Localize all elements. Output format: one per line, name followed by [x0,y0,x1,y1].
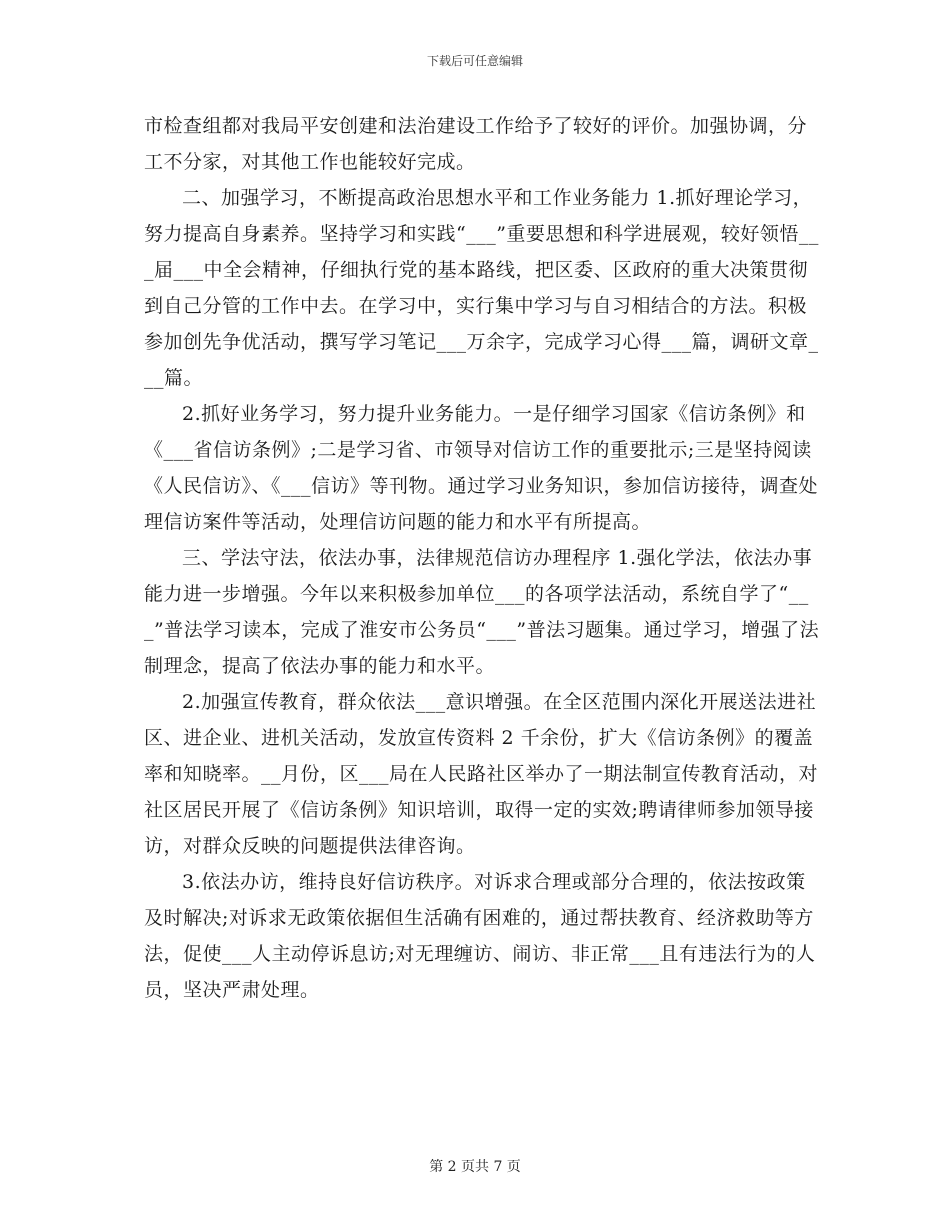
paragraph-section-3: 三、学法守法，依法办事，法律规范信访办理程序 1.强化学法，依法办事能力进一步增强。今年以来积极参加单位___的各项学法活动，系统自学了“___”普法学习读本，完成了淮安市公务员“___”普法习题集。通过学习，增强了法制理念，提高了依法办事的能力和水平。 [144,547,820,677]
paragraph-business-study: 2.抓好业务学习，努力提升业务能力。一是仔细学习国家《信访条例》和《___省信访条例》;二是学习省、市领导对信访工作的重要批示;三是坚持阅读《人民信访》、《___信访》等刊物。通过学习业务知识，参加信访接待，调查处理信访案件等活动，处理信访问题的能力和水平有所提高。 [144,403,819,533]
paragraph-publicity-education: 2.加强宣传教育，群众依法___意识增强。在全区范围内深化开展送法进社区、进企业、进机关活动，发放宣传资料 2 千余份，扩大《信访条例》的覆盖率和知晓率。__月份，区___局在人民路社区举办了一期法制宣传教育活动，对社区居民开展了《信访条例》知识培训，取得一定的实效;聘请律师参加领导接访，对群众反映的问题提供法律咨询。 [144,691,819,857]
paragraph-lawful-petition: 3.依法办访，维持良好信访秩序。对诉求合理或部分合理的，依法按政策及时解决;对诉求无政策依据但生活确有困难的，通过帮扶教育、经济救助等方法，促使___人主动停诉息访;对无理缠访、闹访、非正常___且有违法行为的人员，坚决严肃处理。 [144,871,816,1001]
page-header: 下载后可任意编辑 [426,54,523,68]
paragraph-section-2: 二、加强学习，不断提高政治思想水平和工作业务能力 1.抓好理论学习，努力提高自身素养。坚持学习和实践“___”重要思想和科学进展观，较好领悟___届___中全会精神，仔细执行党的基本路线，把区委、区政府的重大决策贯彻到自己分管的工作中去。在学习中，实行集中学习与自习相结合的方法。积极参加创先争优活动，撰写学习笔记___万余字，完成学习心得___篇，调研文章___篇。 [144,187,819,389]
document-body [144,108,820,1008]
page-footer: 第 2 页共 7 页 [429,1159,521,1175]
paragraph-continuation: 市检查组都对我局平安创建和法治建设工作给予了较好的评价。加强协调，分工不分家，对其他工作也能较好完成。 [144,115,808,173]
